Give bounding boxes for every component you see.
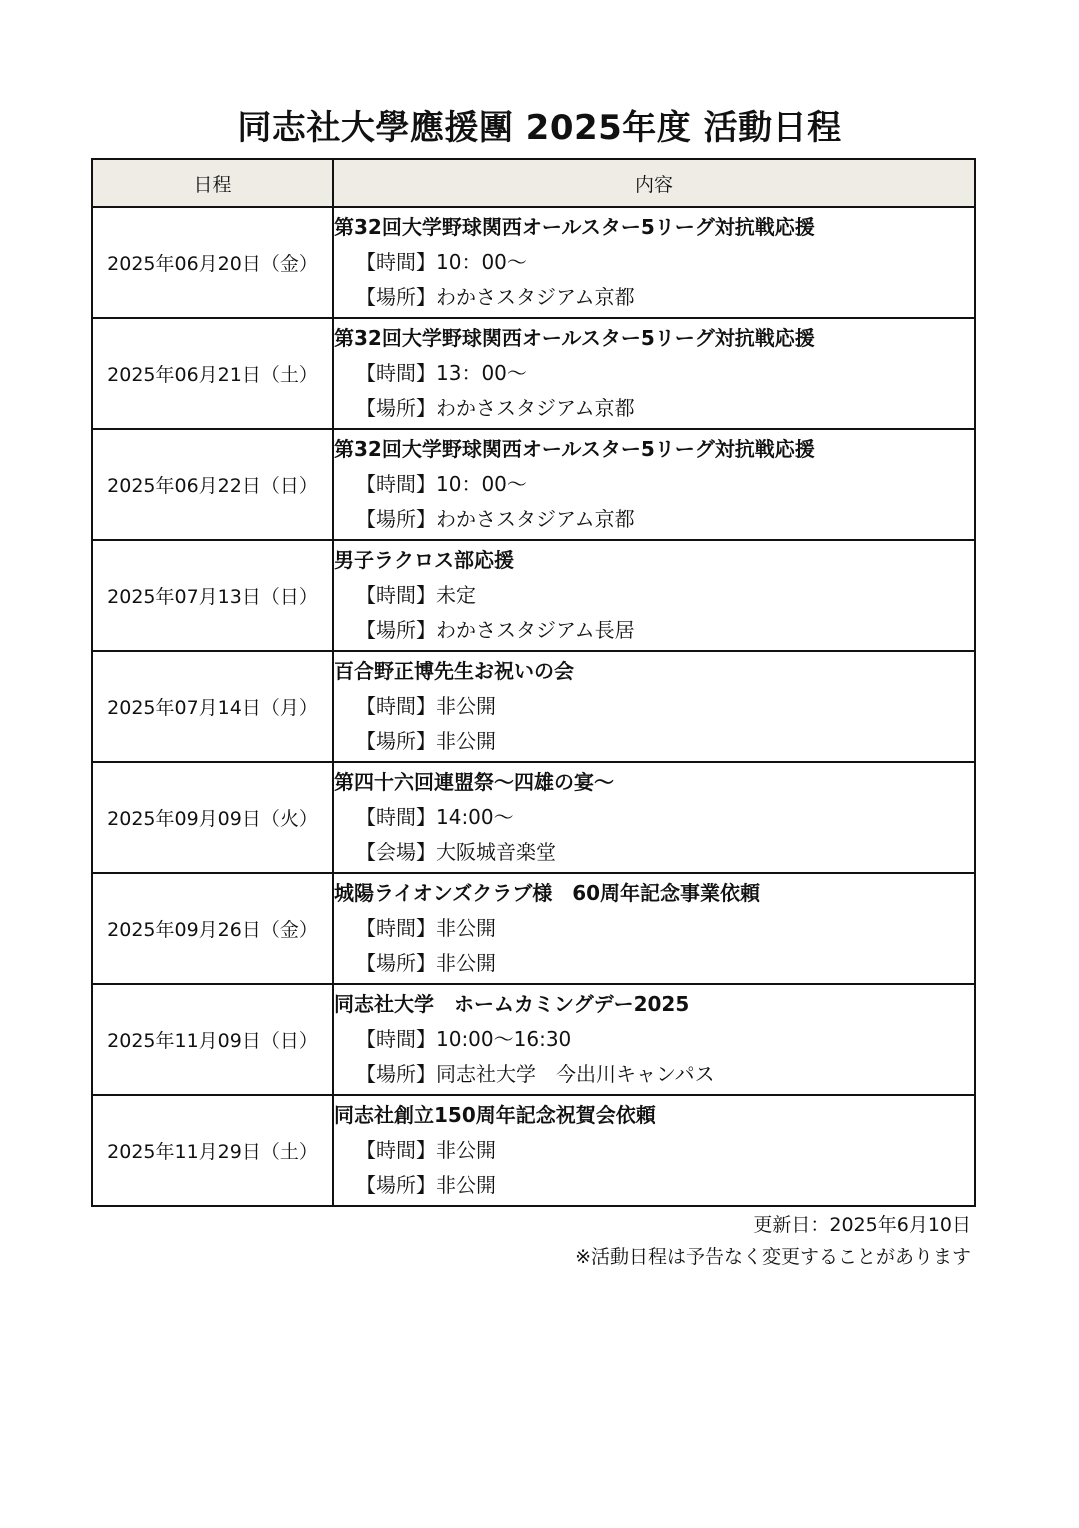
event-title: 第32回大学野球関西オールスター5リーグ対抗戦応援 <box>334 215 815 239</box>
event-time: 【時間】10：00～ <box>356 472 527 496</box>
event-title: 百合野正博先生お祝いの会 <box>334 659 574 683</box>
event-time: 【時間】未定 <box>356 583 476 607</box>
table-row <box>92 651 975 762</box>
row-content <box>333 429 975 540</box>
row-date: 2025年09月26日（金） <box>92 873 333 984</box>
event-time: 【時間】非公開 <box>356 916 496 940</box>
event-title: 第32回大学野球関西オールスター5リーグ対抗戦応援 <box>334 326 815 350</box>
row-content <box>333 762 975 873</box>
row-content <box>333 207 975 318</box>
event-place: 【場所】同志社大学 今出川キャンパス <box>356 1062 715 1086</box>
row-date: 2025年06月22日（日） <box>92 429 333 540</box>
event-title: 同志社創立150周年記念祝賀会依頼 <box>334 1103 656 1127</box>
table-row <box>92 318 975 429</box>
event-place: 【場所】わかさスタジアム京都 <box>356 396 635 420</box>
event-title: 城陽ライオンズクラブ様 60周年記念事業依頼 <box>334 881 761 905</box>
event-place: 【場所】わかさスタジアム京都 <box>356 285 635 309</box>
row-date: 2025年06月21日（土） <box>92 318 333 429</box>
event-place: 【場所】わかさスタジアム長居 <box>356 618 635 642</box>
header-content: 内容 <box>333 159 975 207</box>
row-date: 2025年11月29日（土） <box>92 1095 333 1206</box>
event-title: 第32回大学野球関西オールスター5リーグ対抗戦応援 <box>334 437 815 461</box>
row-content <box>333 984 975 1095</box>
row-date: 2025年07月14日（月） <box>92 651 333 762</box>
row-date: 2025年09月09日（火） <box>92 762 333 873</box>
change-notice: ※活動日程は予告なく変更することがあります <box>575 1246 971 1268</box>
updated-date: 更新日：2025年6月10日 <box>753 1214 971 1236</box>
event-time: 【時間】10:00～16:30 <box>356 1027 572 1051</box>
row-content <box>333 318 975 429</box>
table-row <box>92 207 975 318</box>
row-date: 2025年11月09日（日） <box>92 984 333 1095</box>
event-place: 【場所】非公開 <box>356 951 496 975</box>
table-row <box>92 984 975 1095</box>
event-time: 【時間】14:00～ <box>356 805 514 829</box>
event-place: 【場所】非公開 <box>356 729 496 753</box>
table-header-row <box>92 159 975 207</box>
event-place: 【場所】わかさスタジアム京都 <box>356 507 635 531</box>
row-content <box>333 540 975 651</box>
event-time: 【時間】非公開 <box>356 1138 496 1162</box>
table-row <box>92 873 975 984</box>
row-date: 2025年06月20日（金） <box>92 207 333 318</box>
row-content <box>333 651 975 762</box>
event-time: 【時間】10：00～ <box>356 250 527 274</box>
event-time: 【時間】非公開 <box>356 694 496 718</box>
table-row <box>92 540 975 651</box>
row-content <box>333 1095 975 1206</box>
table-row <box>92 1095 975 1206</box>
row-content <box>333 873 975 984</box>
event-place: 【会場】大阪城音楽堂 <box>356 840 556 864</box>
event-time: 【時間】13：00～ <box>356 361 527 385</box>
event-title: 男子ラクロス部応援 <box>334 548 514 572</box>
event-title: 第四十六回連盟祭～四雄の宴～ <box>334 770 614 794</box>
table-row <box>92 429 975 540</box>
page-title: 同志社大學應援團 2025年度 活動日程 <box>237 108 842 148</box>
schedule-table <box>91 158 976 1207</box>
row-date: 2025年07月13日（日） <box>92 540 333 651</box>
event-title: 同志社大学 ホームカミングデー2025 <box>334 992 690 1016</box>
table-row <box>92 762 975 873</box>
header-date: 日程 <box>92 159 333 207</box>
event-place: 【場所】非公開 <box>356 1173 496 1197</box>
